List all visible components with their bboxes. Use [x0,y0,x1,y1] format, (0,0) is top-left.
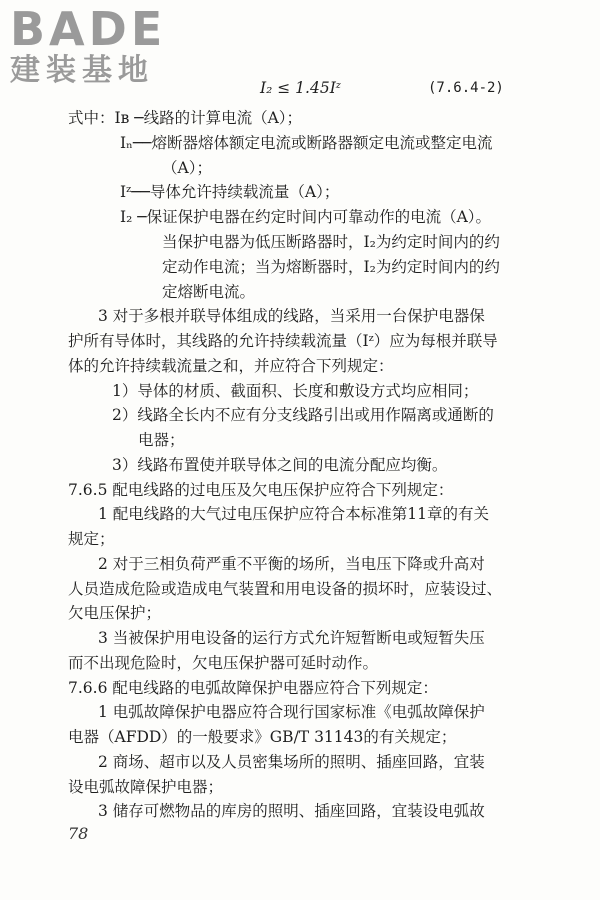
equation-number: (7.6.4-2) [428,80,504,96]
text-line: 3 储存可燃物品的库房的照明、插座回路，宜装设电弧故 [98,802,485,820]
text-line: 2 对于三相负荷严重不平衡的场所，当电压下降或升高对 [98,555,485,573]
logo-brand-text: BADE [10,2,167,56]
text-line: 欠电压保护； [68,604,162,622]
text-line: 1 电弧故障保护电器应符合现行国家标准《电弧故障保护 [98,703,485,721]
text-line: 护所有导体时，其线路的允许持续载流量（Iᶻ）应为每根并联导 [68,332,498,350]
text-line: 2）线路全长内不应有分支线路引出或用作隔离或通断的 [112,406,494,424]
bade-logo [10,2,167,88]
page-number: 78 [68,824,89,843]
text-line: 1 配电线路的大气过电压保护应符合本标准第11章的有关 [98,505,490,523]
text-line: 3 当被保护用电设备的运行方式允许短暂断电或短暂失压 [98,629,485,647]
text-line: 电器（AFDD）的一般要求》GB/T 31143的有关规定； [68,728,457,746]
text-line: 3 对于多根并联导体组成的线路，当采用一台保护电器保 [98,307,485,325]
text-line: 7.6.5 配电线路的过电压及欠电压保护应符合下列规定： [68,481,454,499]
text-line: 定动作电流；当为熔断器时，I₂为约定时间内的约 [162,258,500,276]
text-line: 定熔断电流。 [162,283,256,301]
text-line: Iᶻ──导体允许持续载流量（A）； [120,183,340,201]
text-line: I₂ ─保证保护电器在约定时间内可靠动作的电流（A）。 [120,208,492,226]
text-line: 1）导体的材质、截面积、长度和敷设方式均应相同； [112,382,479,400]
text-line: （A）； [162,159,212,177]
text-line: 3）线路布置使并联导体之间的电流分配应均衡。 [112,456,448,474]
text-line: 规定； [68,530,115,548]
text-line: 人员造成危险或造成电气装置和用电设备的损坏时，应装设过、 [68,580,503,598]
text-line: Iₙ──熔断器熔体额定电流或断路器额定电流或整定电流 [120,134,493,152]
logo-subtitle-text: 建装基地 [10,53,154,88]
text-line: 式中：Iʙ ─线路的计算电流（A）； [68,109,303,127]
formula: I₂ ≤ 1.45Iᶻ [260,79,341,97]
text-line: 体的允许持续载流量之和，并应符合下列规定： [68,357,394,375]
text-line: 电器； [138,431,185,449]
text-line: 当保护电器为低压断路器时，I₂为约定时间内的约 [162,233,500,251]
text-line: 2 商场、超市以及人员密集场所的照明、插座回路，宜装 [98,753,485,771]
text-line: 而不出现危险时，欠电压保护器可延时动作。 [68,654,379,672]
text-line: 设电弧故障保护电器； [68,778,224,796]
text-line: 7.6.6 配电线路的电弧故障保护电器应符合下列规定： [68,679,438,697]
